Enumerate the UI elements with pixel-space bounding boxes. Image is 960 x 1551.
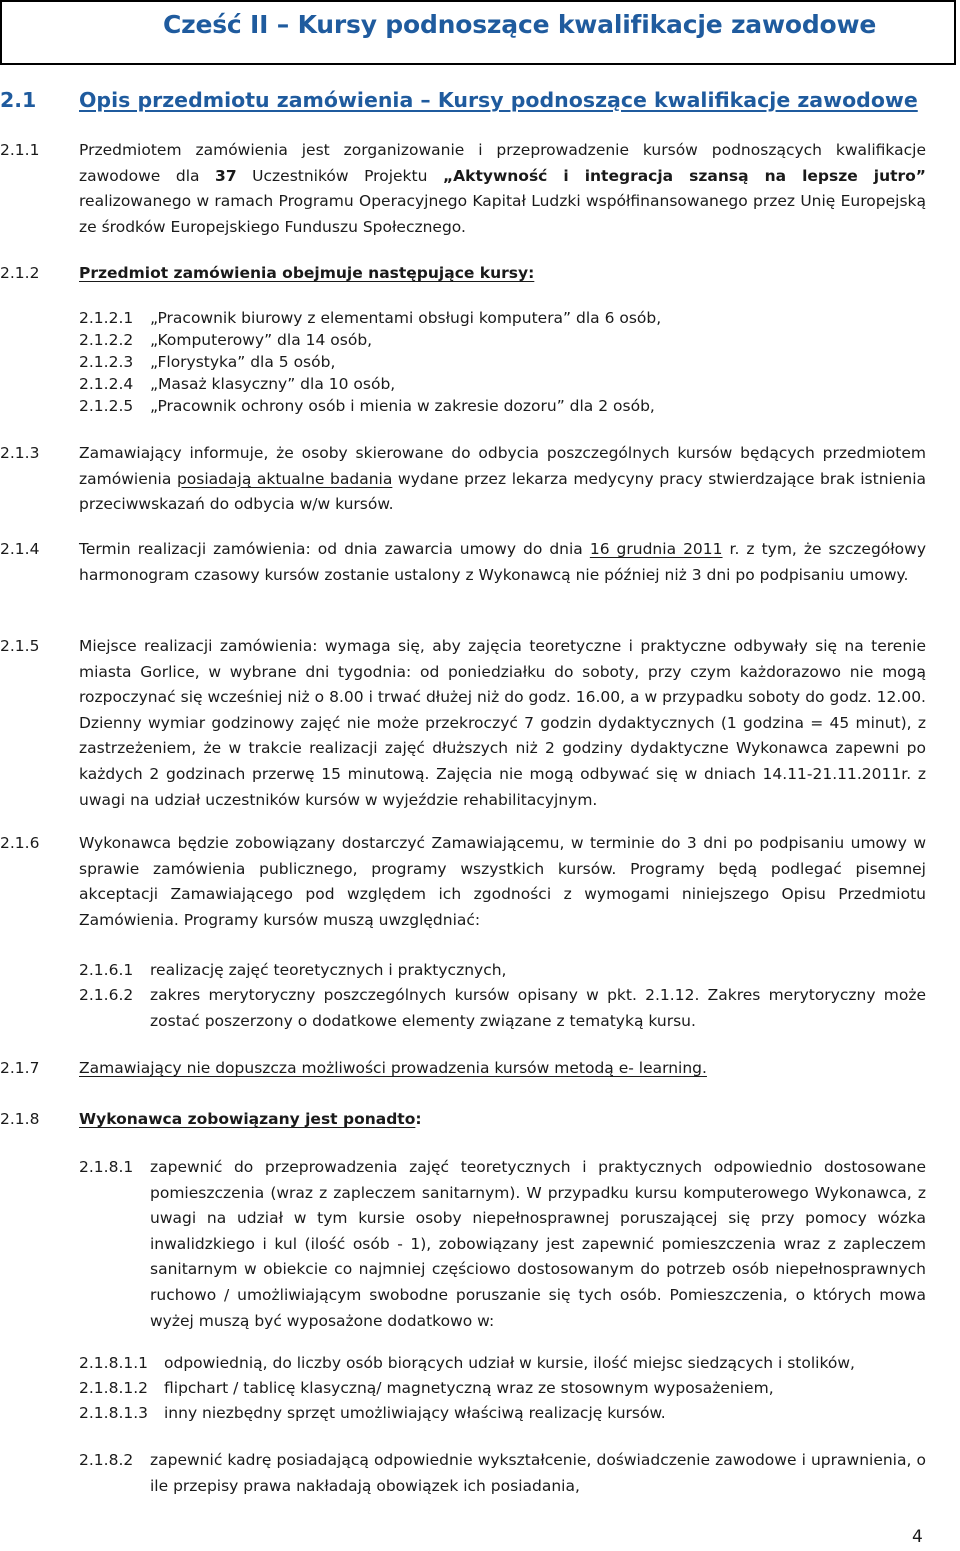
section-number: 2.1 [0, 88, 37, 112]
deadline-date: 16 grudnia 2011 [589, 540, 723, 558]
paragraph-number: 2.1.6 [0, 834, 40, 852]
list-item: zakres merytoryczny poszczególnych kursów opisany w pkt. 2.1.12. Zakres merytoryczny może zostać poszerzony o dodatkowe elementy związane z tematyką kursu. [150, 986, 926, 1030]
paragraph-2-1-4 [79, 537, 926, 588]
item-number: 2.1.8.1 [79, 1158, 134, 1176]
paragraph-number: 2.1.3 [0, 444, 40, 462]
paragraph-text: Termin realizacji zamówienia: od dnia zawarcia umowy do dnia [79, 540, 590, 558]
subitem-number: 2.1.8.1.2 [79, 1379, 149, 1397]
paragraph-number: 2.1.7 [0, 1059, 40, 1077]
paragraph-text: realizowanego w ramach Programu Operacyjnego Kapitał Ludzki współfinansowanego przez Unię Europejską ze środków Europejskiego Funduszu Społecznego. [79, 192, 926, 236]
paragraph-2-1-5: Miejsce realizacji zamówienia: wymaga się, aby zajęcia teoretyczne i praktyczne odbywały się na terenie miasta Gorlice, w wybrane dni tygodnia: od poniedziałku do soboty, przy czym każdorazowo nie mogą rozpoczynać się wcześniej niż o 8.00 i trwać dłużej niż do godz. 16.00, a w przypadku soboty do godz. 12.00. Dzienny wymiar godzinowy zajęć nie może przekroczyć 7 godzin dydaktycznych (1 godzina = 45 minut), z zastrzeżeniem, że w trakcie realizacji zajęć dłuższych niż 2 godziny dydaktyczne Wykonawca zapewni po każdych 2 godzinach przerwę 15 minutową. Zajęcia nie mogą odbywać się w dniach 14.11-21.11.2011r. z uwagi na udział uczestników kursów w wyjeździe rehabilitacyjnym. [79, 637, 926, 809]
subitem: inny niezbędny sprzęt umożliwiający właściwą realizację kursów. [164, 1404, 666, 1422]
course-item: „Komputerowy” dla 14 osób, [150, 331, 373, 349]
paragraph-2-1-7: Zamawiający nie dopuszcza możliwości prowadzenia kursów metodą e- learning. [79, 1059, 707, 1077]
paragraph-text: Zamawiający informuje, że osoby skierowane do odbycia poszczególnych kursów będących przedmiotem zamówienia [79, 444, 926, 488]
item-number: 2.1.8.2 [79, 1451, 134, 1469]
project-name: „Aktywność i integracja szansą na lepsze jutro” [442, 166, 926, 185]
chapter-title: Cześć II – Kursy podnoszące kwalifikacje zawodowe [163, 10, 877, 39]
obligation-item: zapewnić kadrę posiadającą odpowiednie wykształcenie, doświadczenie zawodowe i uprawnienia, o ile przepisy prawa nakładają obowiązek ich posiadania, [150, 1451, 926, 1495]
chapter-title-box [0, 0, 956, 65]
underlined-phrase: posiadają aktualne badania [176, 469, 393, 488]
course-number: 2.1.2.2 [79, 331, 134, 349]
section-title: Opis przedmiotu zamówienia – Kursy podnoszące kwalifikacje zawodowe [79, 88, 918, 112]
subitem-number: 2.1.8.1.3 [79, 1404, 149, 1422]
course-item: „Pracownik biurowy z elementami obsługi komputera” dla 6 osób, [150, 309, 662, 327]
course-item: „Pracownik ochrony osób i mienia w zakresie dozoru” dla 2 osób, [150, 397, 655, 415]
obligation-item: zapewnić do przeprowadzenia zajęć teoretycznych i praktycznych odpowiednio dostosowane pomieszczenia (wraz z zapleczem sanitarnym). W przypadku kursu komputerowego Wykonawca, z uwagi na udział w tym kursie osoby niepełnosprawnej poruszającej się przy pomocy wózka inwalidzkiego i kul (ilość osób - 1), zobowiązany jest zapewnić pomieszczenia wraz z zapleczem sanitarnym w obiekcie co najmniej częściowo dostosowanym do potrzeb osób niepełnosprawnych ruchowo / umożliwiającym swobodne poruszanie się tych osób. Pomieszczenia, o których mowa wyżej muszą być wyposażone dodatkowo w: [150, 1158, 926, 1330]
paragraph-text: wydane przez lekarza medycyny pracy stwierdzające brak istnienia przeciwwskazań do odbycia w/w kursów. [79, 469, 926, 514]
paragraph-number: 2.1.4 [0, 540, 40, 558]
obligations-heading [79, 1107, 422, 1133]
paragraph-text: Przedmiotem zamówienia jest zorganizowanie i przeprowadzenie kursów podnoszących kwalifikacje zawodowe dla [79, 141, 926, 185]
participant-count: 37 [215, 166, 237, 185]
subitem: odpowiednią, do liczby osób biorących udział w kursie, ilość miejsc siedzących i stolików, [164, 1354, 855, 1372]
paragraph-2-1-1 [79, 138, 926, 240]
list-item: realizację zajęć teoretycznych i praktycznych, [150, 961, 507, 979]
course-number: 2.1.2.4 [79, 375, 134, 393]
course-number: 2.1.2.3 [79, 353, 134, 371]
page-number: 4 [912, 1527, 923, 1547]
heading-colon: : [415, 1110, 422, 1128]
course-item: „Masaż klasyczny” dla 10 osób, [150, 375, 396, 393]
course-item: „Florystyka” dla 5 osób, [150, 353, 336, 371]
item-number: 2.1.6.2 [79, 986, 134, 1004]
subitem: flipchart / tablicę klasyczną/ magnetyczną wraz ze stosownym wyposażeniem, [164, 1379, 774, 1397]
item-number: 2.1.6.1 [79, 961, 134, 979]
paragraph-number: 2.1.1 [0, 141, 40, 159]
obligations-heading-text: Wykonawca zobowiązany jest ponadto [79, 1110, 416, 1128]
paragraph-number: 2.1.5 [0, 637, 40, 655]
subitem-number: 2.1.8.1.1 [79, 1354, 149, 1372]
courses-heading: Przedmiot zamówienia obejmuje następujące kursy: [79, 264, 535, 282]
paragraph-number: 2.1.8 [0, 1110, 40, 1128]
paragraph-2-1-3 [79, 441, 926, 518]
paragraph-text: r. z tym, że szczegółowy harmonogram czasowy kursów zostanie ustalony z Wykonawcą nie później niż 3 dni po podpisaniu umowy. [79, 540, 927, 584]
course-number: 2.1.2.5 [79, 397, 134, 415]
course-number: 2.1.2.1 [79, 309, 134, 327]
paragraph-2-1-6: Wykonawca będzie zobowiązany dostarczyć Zamawiającemu, w terminie do 3 dni po podpisaniu umowy w sprawie zamówienia publicznego, programy wszystkich kursów. Programy będą podlegać pisemnej akceptacji Zamawiającego pod względem ich zgodności z wymogami niniejszego Opisu Przedmiotu Zamówienia. Programy kursów muszą uwzględniać: [79, 834, 926, 929]
paragraph-number: 2.1.2 [0, 264, 40, 282]
paragraph-text: Uczestników Projektu [236, 166, 443, 185]
